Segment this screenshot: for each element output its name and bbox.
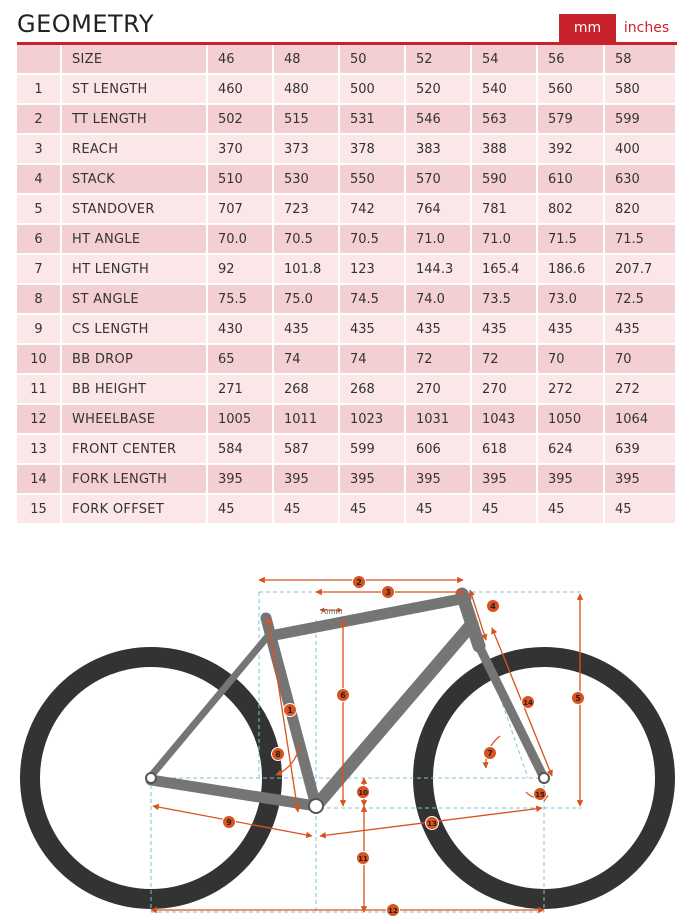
value-cell: 207.7 bbox=[605, 255, 677, 285]
unit-mm-button[interactable]: mm bbox=[559, 14, 616, 42]
value-cell: 45 bbox=[605, 495, 677, 525]
value-cell: 72 bbox=[406, 345, 472, 375]
size-header-cell: 58 bbox=[605, 45, 677, 75]
row-label-cell: FORK OFFSET bbox=[62, 495, 208, 525]
dimension-marker-13 bbox=[426, 817, 439, 830]
dimension-marker-14 bbox=[522, 696, 535, 709]
row-label-cell: STACK bbox=[62, 165, 208, 195]
value-cell: 580 bbox=[605, 75, 677, 105]
table-row bbox=[17, 195, 677, 225]
size-header-cell: 56 bbox=[538, 45, 605, 75]
svg-text:7: 7 bbox=[487, 749, 493, 758]
value-cell: 435 bbox=[538, 315, 605, 345]
value-cell: 45 bbox=[406, 495, 472, 525]
value-cell: 186.6 bbox=[538, 255, 605, 285]
front-axle bbox=[539, 773, 549, 783]
table-row bbox=[17, 165, 677, 195]
table-row bbox=[17, 75, 677, 105]
table-row bbox=[17, 345, 677, 375]
value-cell: 272 bbox=[605, 375, 677, 405]
value-cell: 599 bbox=[605, 105, 677, 135]
table-row bbox=[17, 375, 677, 405]
value-cell: 618 bbox=[472, 435, 538, 465]
row-label-cell: TT LENGTH bbox=[62, 105, 208, 135]
svg-text:2: 2 bbox=[356, 578, 362, 587]
value-cell: 599 bbox=[340, 435, 406, 465]
dimension-marker-7 bbox=[484, 747, 497, 760]
row-number-cell: 5 bbox=[17, 195, 62, 225]
size-header-cell: 46 bbox=[208, 45, 274, 75]
row-number-cell: 7 bbox=[17, 255, 62, 285]
row-label-cell: HT ANGLE bbox=[62, 225, 208, 255]
value-cell: 123 bbox=[340, 255, 406, 285]
value-cell: 71.0 bbox=[472, 225, 538, 255]
table-row bbox=[17, 495, 677, 525]
svg-text:12: 12 bbox=[388, 907, 398, 915]
size-header-cell: 54 bbox=[472, 45, 538, 75]
value-cell: 560 bbox=[538, 75, 605, 105]
value-cell: 1043 bbox=[472, 405, 538, 435]
svg-text:3: 3 bbox=[385, 588, 391, 597]
value-cell: 101.8 bbox=[274, 255, 340, 285]
value-cell: 435 bbox=[605, 315, 677, 345]
value-cell: 639 bbox=[605, 435, 677, 465]
value-cell: 707 bbox=[208, 195, 274, 225]
value-cell: 587 bbox=[274, 435, 340, 465]
value-cell: 400 bbox=[605, 135, 677, 165]
row-number-cell: 11 bbox=[17, 375, 62, 405]
value-cell: 270 bbox=[472, 375, 538, 405]
value-cell: 764 bbox=[406, 195, 472, 225]
table-header-row bbox=[17, 45, 677, 75]
value-cell: 73.0 bbox=[538, 285, 605, 315]
dimension-marker-3 bbox=[382, 586, 395, 599]
svg-text:14: 14 bbox=[523, 699, 533, 707]
value-cell: 1005 bbox=[208, 405, 274, 435]
value-cell: 563 bbox=[472, 105, 538, 135]
dimension-marker-9 bbox=[223, 816, 236, 829]
value-cell: 430 bbox=[208, 315, 274, 345]
row-label-cell: WHEELBASE bbox=[62, 405, 208, 435]
seat-setback-label: 70mm bbox=[319, 608, 343, 616]
row-label-cell: HT LENGTH bbox=[62, 255, 208, 285]
svg-text:8: 8 bbox=[275, 750, 281, 759]
value-cell: 546 bbox=[406, 105, 472, 135]
rear-axle bbox=[146, 773, 156, 783]
value-cell: 435 bbox=[472, 315, 538, 345]
row-number-cell: 13 bbox=[17, 435, 62, 465]
value-cell: 74.0 bbox=[406, 285, 472, 315]
value-cell: 624 bbox=[538, 435, 605, 465]
value-cell: 45 bbox=[208, 495, 274, 525]
size-header-cell: 50 bbox=[340, 45, 406, 75]
value-cell: 395 bbox=[605, 465, 677, 495]
row-number-cell: 6 bbox=[17, 225, 62, 255]
value-cell: 71.0 bbox=[406, 225, 472, 255]
table-row bbox=[17, 135, 677, 165]
table-row bbox=[17, 255, 677, 285]
geometry-table bbox=[17, 45, 677, 525]
value-cell: 579 bbox=[538, 105, 605, 135]
value-cell: 435 bbox=[274, 315, 340, 345]
dimension-marker-10 bbox=[357, 786, 370, 799]
value-cell: 584 bbox=[208, 435, 274, 465]
row-label-cell: ST ANGLE bbox=[62, 285, 208, 315]
value-cell: 802 bbox=[538, 195, 605, 225]
value-cell: 268 bbox=[340, 375, 406, 405]
value-cell: 742 bbox=[340, 195, 406, 225]
value-cell: 45 bbox=[538, 495, 605, 525]
dimension-marker-1 bbox=[284, 704, 297, 717]
dimension-marker-12 bbox=[387, 904, 400, 917]
table-row bbox=[17, 465, 677, 495]
row-label-cell: FRONT CENTER bbox=[62, 435, 208, 465]
row-label-cell: STANDOVER bbox=[62, 195, 208, 225]
svg-text:10: 10 bbox=[358, 789, 368, 797]
value-cell: 45 bbox=[274, 495, 340, 525]
value-cell: 500 bbox=[340, 75, 406, 105]
value-cell: 92 bbox=[208, 255, 274, 285]
value-cell: 65 bbox=[208, 345, 274, 375]
value-cell: 272 bbox=[538, 375, 605, 405]
value-cell: 373 bbox=[274, 135, 340, 165]
value-cell: 72.5 bbox=[605, 285, 677, 315]
table-row bbox=[17, 225, 677, 255]
row-number-cell: 2 bbox=[17, 105, 62, 135]
value-cell: 73.5 bbox=[472, 285, 538, 315]
row-number-cell: 3 bbox=[17, 135, 62, 165]
value-cell: 480 bbox=[274, 75, 340, 105]
value-cell: 45 bbox=[340, 495, 406, 525]
svg-text:1: 1 bbox=[287, 706, 293, 715]
value-cell: 70.5 bbox=[274, 225, 340, 255]
dimension-marker-2 bbox=[353, 576, 366, 589]
value-cell: 383 bbox=[406, 135, 472, 165]
value-cell: 515 bbox=[274, 105, 340, 135]
row-number-cell: 12 bbox=[17, 405, 62, 435]
svg-text:6: 6 bbox=[340, 691, 346, 700]
top-tube bbox=[270, 598, 466, 636]
value-cell: 74 bbox=[340, 345, 406, 375]
value-cell: 45 bbox=[472, 495, 538, 525]
row-label-cell: CS LENGTH bbox=[62, 315, 208, 345]
value-cell: 74.5 bbox=[340, 285, 406, 315]
chainstay bbox=[151, 780, 316, 806]
row-number-cell: 14 bbox=[17, 465, 62, 495]
value-cell: 378 bbox=[340, 135, 406, 165]
value-cell: 75.0 bbox=[274, 285, 340, 315]
header-size-label: SIZE bbox=[62, 45, 208, 75]
row-label-cell: ST LENGTH bbox=[62, 75, 208, 105]
value-cell: 435 bbox=[340, 315, 406, 345]
unit-inches-button[interactable]: inches bbox=[623, 20, 670, 36]
row-label-cell: BB DROP bbox=[62, 345, 208, 375]
value-cell: 1050 bbox=[538, 405, 605, 435]
table-row bbox=[17, 435, 677, 465]
dimension-marker-15 bbox=[534, 788, 547, 801]
value-cell: 72 bbox=[472, 345, 538, 375]
value-cell: 71.5 bbox=[538, 225, 605, 255]
row-number-cell: 9 bbox=[17, 315, 62, 345]
value-cell: 723 bbox=[274, 195, 340, 225]
value-cell: 590 bbox=[472, 165, 538, 195]
row-label-cell: BB HEIGHT bbox=[62, 375, 208, 405]
value-cell: 395 bbox=[538, 465, 605, 495]
value-cell: 370 bbox=[208, 135, 274, 165]
value-cell: 1031 bbox=[406, 405, 472, 435]
svg-text:4: 4 bbox=[490, 602, 496, 611]
value-cell: 610 bbox=[538, 165, 605, 195]
value-cell: 271 bbox=[208, 375, 274, 405]
value-cell: 395 bbox=[340, 465, 406, 495]
table-row bbox=[17, 285, 677, 315]
value-cell: 395 bbox=[472, 465, 538, 495]
value-cell: 270 bbox=[406, 375, 472, 405]
value-cell: 550 bbox=[340, 165, 406, 195]
geometry-header bbox=[17, 8, 677, 45]
value-cell: 520 bbox=[406, 75, 472, 105]
dimension-marker-6 bbox=[337, 689, 350, 702]
row-number-cell: 8 bbox=[17, 285, 62, 315]
value-cell: 395 bbox=[208, 465, 274, 495]
dimension-marker-5 bbox=[572, 692, 585, 705]
row-label-cell: REACH bbox=[62, 135, 208, 165]
row-number-cell: 15 bbox=[17, 495, 62, 525]
svg-text:9: 9 bbox=[226, 818, 232, 827]
svg-text:5: 5 bbox=[575, 694, 581, 703]
value-cell: 781 bbox=[472, 195, 538, 225]
value-cell: 540 bbox=[472, 75, 538, 105]
value-cell: 392 bbox=[538, 135, 605, 165]
svg-text:13: 13 bbox=[427, 820, 437, 828]
value-cell: 820 bbox=[605, 195, 677, 225]
value-cell: 144.3 bbox=[406, 255, 472, 285]
bike-geometry-diagram bbox=[0, 540, 695, 921]
page-title: GEOMETRY bbox=[17, 10, 154, 38]
value-cell: 74 bbox=[274, 345, 340, 375]
svg-text:15: 15 bbox=[535, 791, 545, 799]
row-number-cell: 10 bbox=[17, 345, 62, 375]
value-cell: 606 bbox=[406, 435, 472, 465]
table-row bbox=[17, 405, 677, 435]
value-cell: 70.0 bbox=[208, 225, 274, 255]
size-header-cell: 52 bbox=[406, 45, 472, 75]
value-cell: 388 bbox=[472, 135, 538, 165]
value-cell: 510 bbox=[208, 165, 274, 195]
value-cell: 395 bbox=[274, 465, 340, 495]
value-cell: 502 bbox=[208, 105, 274, 135]
dimension-marker-11 bbox=[357, 852, 370, 865]
value-cell: 70 bbox=[605, 345, 677, 375]
value-cell: 1011 bbox=[274, 405, 340, 435]
row-label-cell: FORK LENGTH bbox=[62, 465, 208, 495]
value-cell: 1064 bbox=[605, 405, 677, 435]
table-row bbox=[17, 315, 677, 345]
row-number-cell: 4 bbox=[17, 165, 62, 195]
value-cell: 75.5 bbox=[208, 285, 274, 315]
svg-text:11: 11 bbox=[358, 855, 368, 863]
geometry-table-body bbox=[17, 75, 677, 525]
value-cell: 630 bbox=[605, 165, 677, 195]
value-cell: 530 bbox=[274, 165, 340, 195]
value-cell: 70 bbox=[538, 345, 605, 375]
size-header-cell: 48 bbox=[274, 45, 340, 75]
dimension-marker-4 bbox=[487, 600, 500, 613]
value-cell: 531 bbox=[340, 105, 406, 135]
value-cell: 570 bbox=[406, 165, 472, 195]
value-cell: 268 bbox=[274, 375, 340, 405]
row-number-cell: 1 bbox=[17, 75, 62, 105]
value-cell: 70.5 bbox=[340, 225, 406, 255]
header-index-cell bbox=[17, 45, 62, 75]
value-cell: 460 bbox=[208, 75, 274, 105]
bottom-bracket bbox=[309, 799, 323, 813]
value-cell: 395 bbox=[406, 465, 472, 495]
value-cell: 435 bbox=[406, 315, 472, 345]
value-cell: 71.5 bbox=[605, 225, 677, 255]
value-cell: 1023 bbox=[340, 405, 406, 435]
table-row bbox=[17, 105, 677, 135]
value-cell: 165.4 bbox=[472, 255, 538, 285]
dimension-marker-8 bbox=[272, 748, 285, 761]
